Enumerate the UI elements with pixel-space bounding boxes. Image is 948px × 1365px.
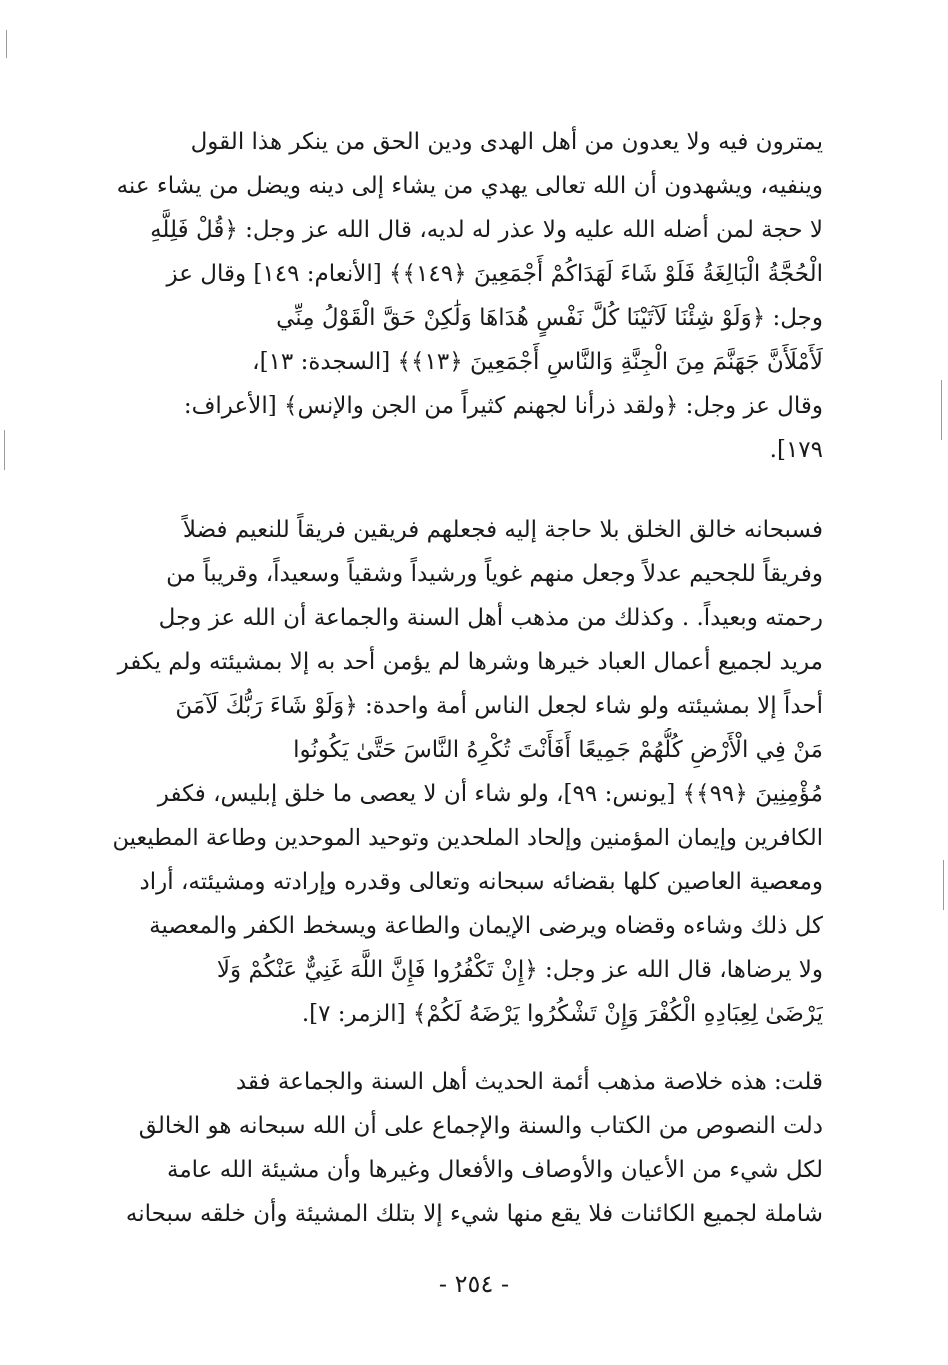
text-line: فسبحانه خالق الخلق بلا حاجة إليه فجعلهم فريقين فريقاً للنعيم فضلاً bbox=[182, 517, 823, 543]
text-line: ولا يرضاها، قال الله عز وجل: ﴿إِنْ تَكْفُرُوا فَإِنَّ اللَّهَ غَنِيٌّ عَنْكُمْ وَلَا bbox=[216, 957, 823, 983]
page-number: - ٢٥٤ - bbox=[438, 1270, 510, 1298]
text-line: الكافرين وإيمان المؤمنين وإلحاد الملحدين وتوحيد الموحدين وطاعة المطيعين bbox=[112, 825, 823, 851]
text-line: قلت: هذه خلاصة مذهب أئمة الحديث أهل السنة والجماعة فقد bbox=[235, 1069, 823, 1095]
text-line: لا حجة لمن أضله الله عليه ولا عذر له لديه، قال الله عز وجل: ﴿قُلْ فَلِلَّهِ bbox=[150, 217, 823, 243]
paragraph-3 bbox=[105, 1060, 823, 1236]
text-line: الْحُجَّةُ الْبَالِغَةُ فَلَوْ شَاءَ لَهَدَاكُمْ أَجْمَعِينَ ﴿١٤٩﴾﴾ [الأنعام: ١٤٩] وقال عز bbox=[166, 261, 823, 287]
paragraph-2 bbox=[105, 508, 823, 1036]
paragraph-1 bbox=[105, 120, 823, 472]
text-line: مُؤْمِنِينَ ﴿٩٩﴾﴾ [يونس: ٩٩]، ولو شاء أن لا يعصى ما خلق إبليس، فكفر bbox=[157, 781, 823, 807]
text-line: يَرْضَىٰ لِعِبَادِهِ الْكُفْرَ وَإِنْ تَشْكُرُوا يَرْضَهُ لَكُمْ﴾ [الزمر: ٧]. bbox=[301, 1001, 823, 1027]
scan-edge-mark bbox=[943, 860, 944, 910]
scan-edge-mark bbox=[941, 380, 942, 440]
text-line: دلت النصوص من الكتاب والسنة والإجماع على أن الله سبحانه هو الخالق bbox=[138, 1113, 823, 1139]
text-line: لَأَمْلَأَنَّ جَهَنَّمَ مِنَ الْجِنَّةِ وَالنَّاسِ أَجْمَعِينَ ﴿١٣﴾﴾ [السجدة: ١٣]، bbox=[252, 349, 823, 375]
text-line: وفريقاً للجحيم عدلاً وجعل منهم غوياً ورشيداً وشقياً وسعيداً، وقريباً من bbox=[166, 561, 823, 587]
text-line: مَنْ فِي الْأَرْضِ كُلُّهُمْ جَمِيعًا أَفَأَنْتَ تُكْرِهُ النَّاسَ حَتَّىٰ يَكُونُوا bbox=[293, 737, 823, 763]
text-line: ومعصية العاصين كلها بقضائه سبحانه وتعالى وقدره وإرادته ومشيئته، أراد bbox=[139, 869, 823, 895]
text-line: شاملة لجميع الكائنات فلا يقع منها شيء إلا بتلك المشيئة وأن خلقه سبحانه bbox=[125, 1201, 823, 1227]
text-line: مريد لجميع أعمال العباد خيرها وشرها لم يؤمن أحد به إلا بمشيئته ولم يكفر bbox=[117, 649, 823, 675]
text-line: لكل شيء من الأعيان والأوصاف والأفعال وغيرها وأن مشيئة الله عامة bbox=[167, 1157, 823, 1183]
text-line: وينفيه، ويشهدون أن الله تعالى يهدي من يشاء إلى دينه ويضل من يشاء عنه bbox=[116, 173, 823, 199]
text-line: وقال عز وجل: ﴿ولقد ذرأنا لجهنم كثيراً من الجن والإنس﴾ [الأعراف: bbox=[183, 393, 823, 419]
text-line: ١٧٩]. bbox=[769, 437, 823, 463]
scan-edge-mark bbox=[6, 30, 7, 58]
text-line: أحداً إلا بمشيئته ولو شاء لجعل الناس أمة واحدة: ﴿وَلَوْ شَاءَ رَبُّكَ لَآمَنَ bbox=[175, 693, 823, 719]
text-line: كل ذلك وشاءه وقضاه ويرضى الإيمان والطاعة ويسخط الكفر والمعصية bbox=[149, 913, 823, 939]
scan-edge-mark bbox=[4, 430, 5, 470]
text-line: رحمته وبعيداً. . وكذلك من مذهب أهل السنة والجماعة أن الله عز وجل bbox=[158, 605, 823, 631]
text-line: وجل: ﴿وَلَوْ شِئْنَا لَآتَيْنَا كُلَّ نَفْسٍ هُدَاهَا وَلَٰكِنْ حَقَّ الْقَوْلُ مِنِّي bbox=[276, 305, 823, 331]
text-line: يمترون فيه ولا يعدون من أهل الهدى ودين الحق من ينكر هذا القول bbox=[190, 129, 823, 155]
